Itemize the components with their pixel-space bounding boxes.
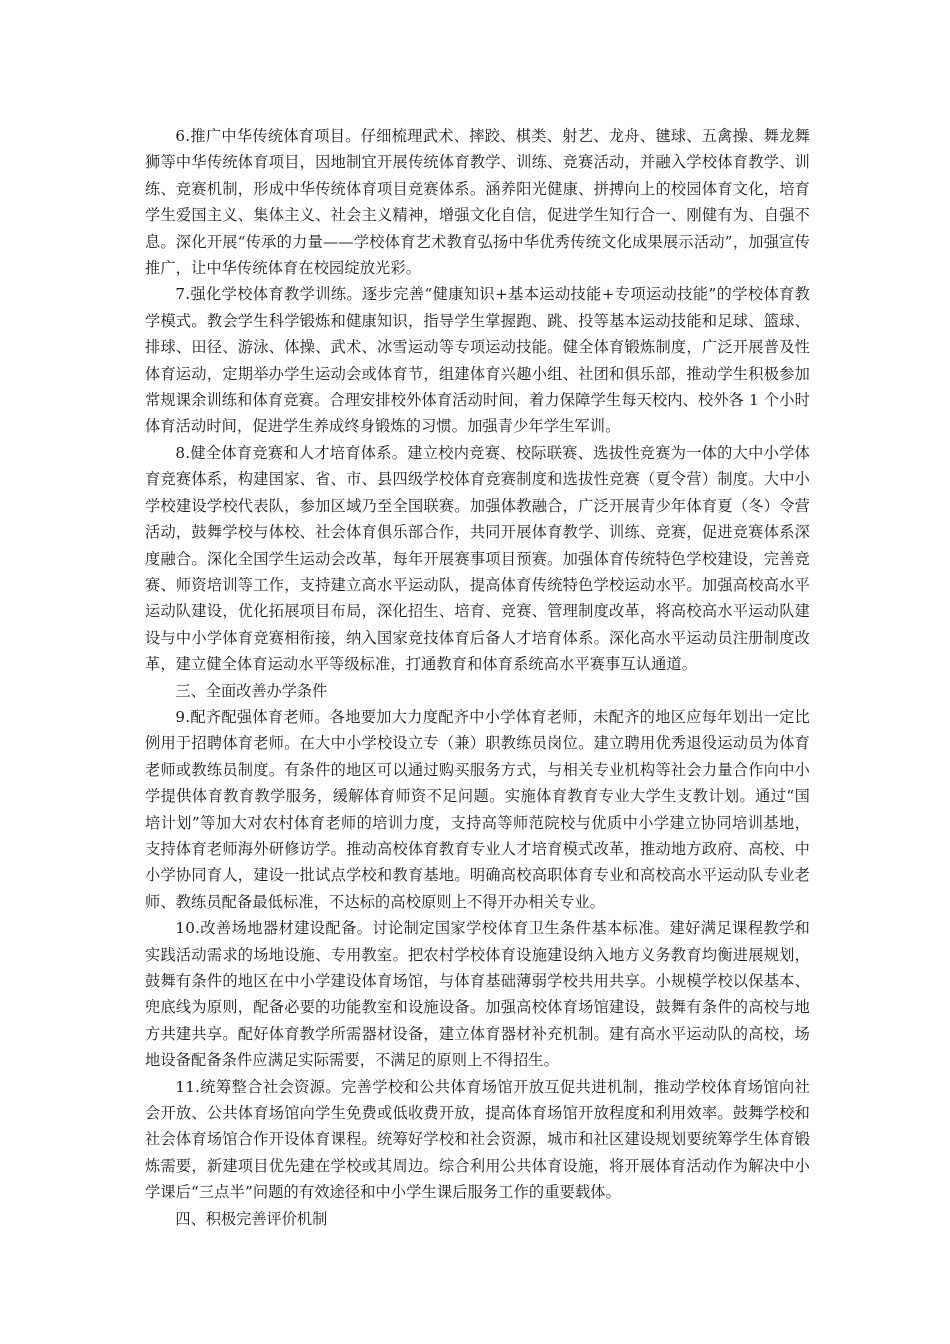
paragraph-8: 8.健全体育竞赛和人才培育体系。建立校内竞赛、校际联赛、选拔性竞赛为一体的大中小学体育竞赛体系，构建国家、省、市、县四级学校体育竞赛制度和选拔性竞赛（夏令营）制度。大中小学校建设学校代表队，参加区域乃至全国联赛。加强体教融合，广泛开展青少年体育夏（冬）令营活动，鼓舞学校与体校、社会体育俱乐部合作，共同开展体育教学、训练、竞赛，促进竞赛体系深度融合。深化全国学生运动会改革，每年开展赛事项目预赛。加强体育传统特色学校建设，完善竞赛、师资培训等工作，支持建立高水平运动队，提高体育传统特色学校运动水平。加强高校高水平运动队建设，优化拓展项目布局，深化招生、培育、竞赛、管理制度改革，将高校高水平运动队建设与中小学体育竞赛相衔接，纳入国家竞技体育后备人才培育体系。深化高水平运动员注册制度改革，建立健全体育运动水平等级标准，打通教育和体育系统高水平赛事互认通道。 (145, 443, 810, 674)
paragraph-6: 6.推广中华传统体育项目。仔细梳理武术、摔跤、棋类、射艺、龙舟、毽球、五禽操、舞龙舞狮等中华传统体育项目，因地制宜开展传统体育教学、训练、竞赛活动，并融入学校体育教学、训练、竞赛机制，形成中华传统体育项目竞赛体系。涵养阳光健康、拼搏向上的校园体育文化，培育学生爱国主义、集体主义、社会主义精神，增强文化自信，促进学生知行合一、刚健有为、自强不息。深化开展“传承的力量——学校体育艺术教育弘扬中华优秀传统文化成果展示活动”，加强宣传推广，让中华传统体育在校园绽放光彩。 (145, 127, 810, 278)
section-heading-3: 三、全面改善办学条件 (175, 681, 328, 700)
paragraph-7: 7.强化学校体育教学训练。逐步完善“健康知识+基本运动技能+专项运动技能”的学校体育教学模式。教会学生科学锻炼和健康知识，指导学生掌握跑、跳、投等基本运动技能和足球、篮球、排球、田径、游泳、体操、武术、冰雪运动等专项运动技能。健全体育锻炼制度，广泛开展普及性体育运动，定期举办学生运动会或体育节，组建体育兴趣小组、社团和俱乐部，推动学生积极参加常规课余训练和体育竞赛。合理安排校外体育活动时间，着力保障学生每天校内、校外各 1 个小时体育活动时间，促进学生养成终身锻炼的习惯。加强青少年学生军训。 (145, 285, 810, 436)
document-body (145, 123, 810, 1232)
section-heading-4: 四、积极完善评价机制 (175, 1209, 328, 1228)
paragraph-11: 11.统筹整合社会资源。完善学校和公共体育场馆开放互促共进机制，推动学校体育场馆向社会开放、公共体育场馆向学生免费或低收费开放，提高体育场馆开放程度和利用效率。鼓舞学校和社会体育场馆合作开设体育课程。统筹好学校和社会资源，城市和社区建设规划要统筹学生体育锻炼需要，新建项目优先建在学校或其周边。综合利用公共体育设施，将开展体育活动作为解决中小学课后“三点半”问题的有效途径和中小学生课后服务工作的重要载体。 (145, 1077, 810, 1202)
paragraph-10: 10.改善场地器材建设配备。讨论制定国家学校体育卫生条件基本标准。建好满足课程教学和实践活动需求的场地设施、专用教室。把农村学校体育设施建设纳入地方义务教育均衡进展规划，鼓舞有条件的地区在中小学建设体育场馆，与体育基础薄弱学校共用共享。小规模学校以保基本、兜底线为原则，配备必要的功能教室和设施设备。加强高校体育场馆建设，鼓舞有条件的高校与地方共建共享。配好体育教学所需器材设备，建立体育器材补充机制。建有高水平运动队的高校，场地设备配备条件应满足实际需要，不满足的原则上不得招生。 (145, 919, 810, 1070)
paragraph-9: 9.配齐配强体育老师。各地要加大力度配齐中小学体育老师，未配齐的地区应每年划出一定比例用于招聘体育老师。在大中小学校设立专（兼）职教练员岗位。建立聘用优秀退役运动员为体育老师或教练员制度。有条件的地区可以通过购买服务方式，与相关专业机构等社会力量合作向中小学提供体育教育教学服务，缓解体育师资不足问题。实施体育教育专业大学生支教计划。通过“国培计划”等加大对农村体育老师的培训力度，支持高等师范院校与优质中小学建立协同培训基地，支持体育老师海外研修访学。推动高校体育教育专业人才培育模式改革，推动地方政府、高校、中小学协同育人，建设一批试点学校和教育基地。明确高校高职体育专业和高校高水平运动队专业老师、教练员配备最低标准，不达标的高校原则上不得开办相关专业。 (145, 707, 810, 911)
